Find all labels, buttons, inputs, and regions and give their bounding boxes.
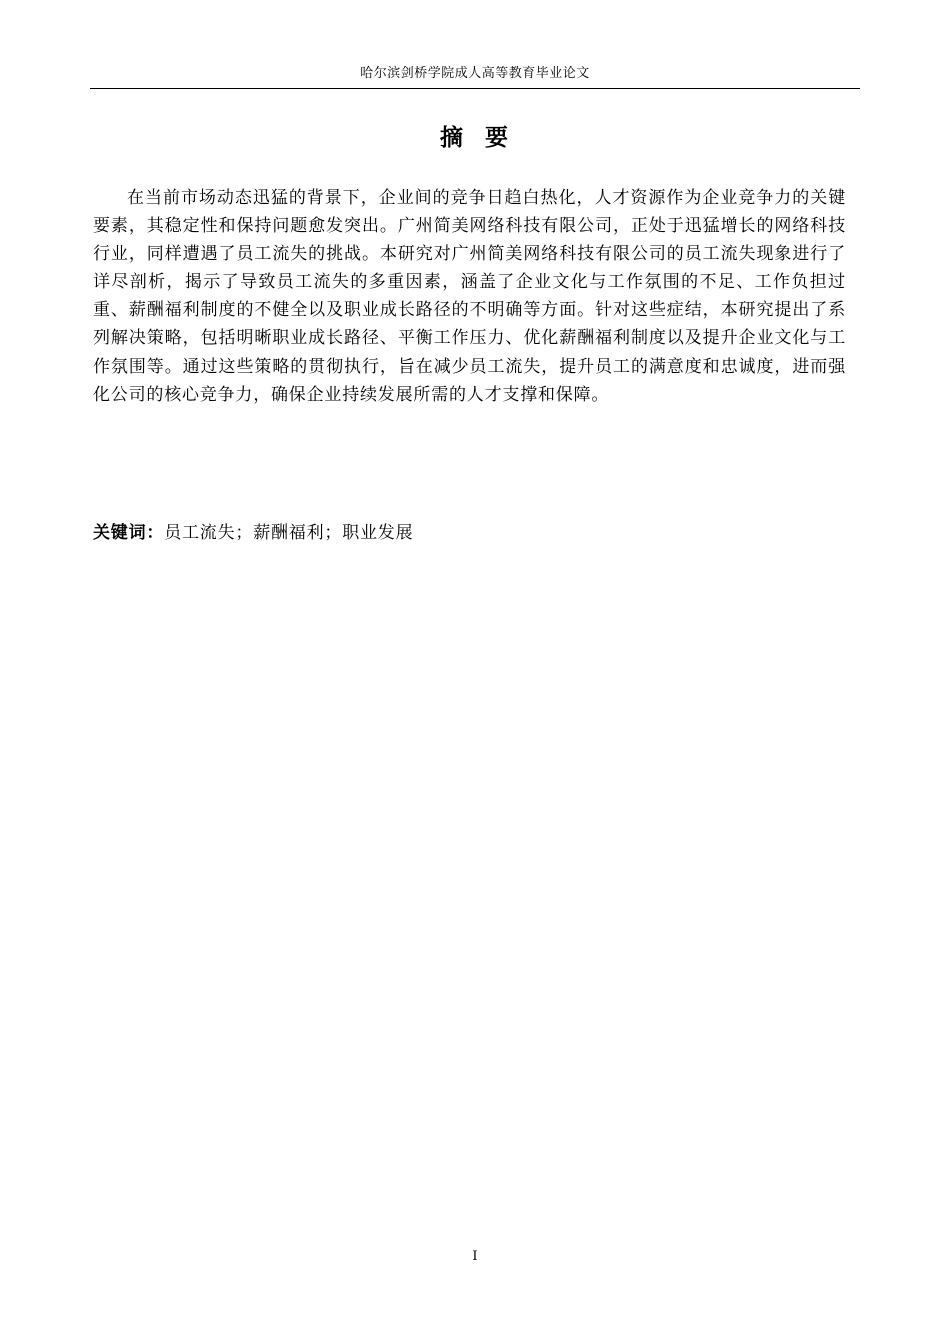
header-divider <box>90 88 860 89</box>
keywords-line <box>93 519 846 547</box>
keywords-value: 员工流失；薪酬福利；职业发展 <box>164 523 414 543</box>
abstract-title: 摘 要 <box>439 125 510 151</box>
running-header: 哈尔滨剑桥学院成人高等教育毕业论文 <box>360 66 590 81</box>
keywords-label: 关键词： <box>93 523 165 543</box>
page-number: I <box>472 1249 478 1264</box>
abstract-body: 在当前市场动态迅猛的背景下，企业间的竞争日趋白热化，人才资源作为企业竞争力的关键要素，其稳定性和保持问题愈发突出。广州简美网络科技有限公司，正处于迅猛增长的网络科技行业，同样遭遇了员工流失的挑战。本研究对广州简美网络科技有限公司的员工流失现象进行了详尽剖析，揭示了导致员工流失的多重因素，涵盖了企业文化与工作氛围的不足、工作负担过重、薪酬福利制度的不健全以及职业成长路径的不明确等方面。针对这些症结，本研究提出了系列解决策略，包括明晰职业成长路径、平衡工作压力、优化薪酬福利制度以及提升企业文化与工作氛围等。通过这些策略的贯彻执行，旨在减少员工流失，提升员工的满意度和忠诚度，进而强化公司的核心竞争力，确保企业持续发展所需的人才支撑和保障。 <box>93 188 846 405</box>
